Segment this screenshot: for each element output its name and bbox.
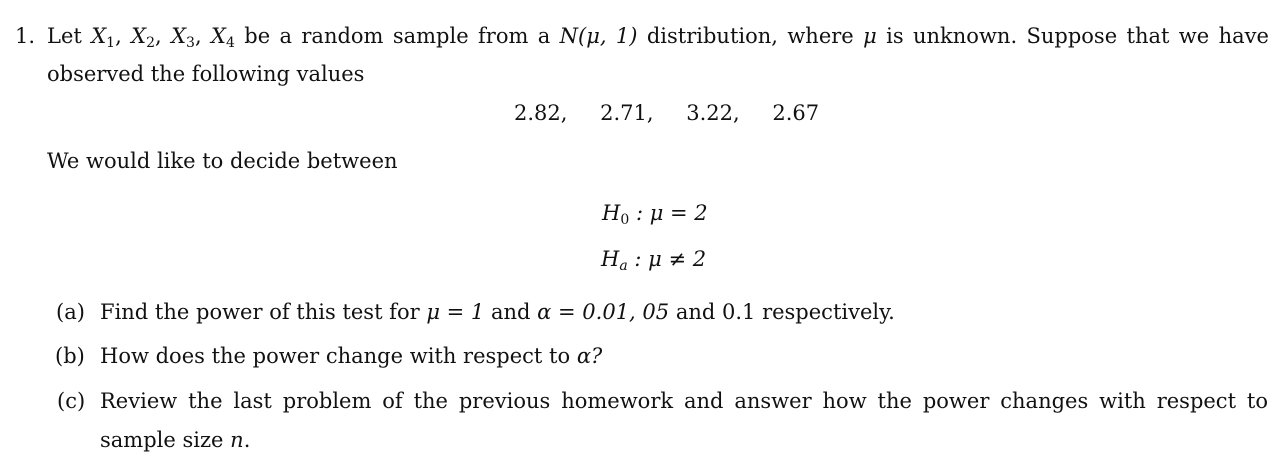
intro-mid: be a random sample from a — [244, 24, 551, 48]
observed-value: 2.71, — [600, 101, 654, 125]
problem-intro-line — [47, 24, 1269, 51]
mu-symbol: μ — [863, 24, 877, 48]
problem-number: 1. — [15, 24, 36, 48]
observed-values-intro: observed the following values — [47, 62, 365, 86]
part-c-text-line1: Review the last problem of the previous homework and answer how the power changes with respect to — [100, 389, 1268, 413]
null-hypothesis: $H_0$ : μ = 2 — [602, 201, 708, 228]
part-b-label: (b) — [55, 344, 85, 368]
intro-prefix: Let — [47, 24, 82, 48]
intro-after: distribution, where — [646, 24, 854, 48]
intro-tail: is unknown. Suppose that we have — [886, 24, 1269, 48]
part-c-text-line2: sample size n. — [100, 428, 251, 452]
observed-value: 2.82, — [514, 101, 568, 125]
sample-variables: $X_1$, $X_2$, $X_3$, $X_4$ — [91, 24, 235, 51]
observed-values — [514, 103, 819, 124]
alternative-hypothesis: $H_a$ : μ ≠ 2 — [601, 247, 707, 274]
observed-value: 3.22, — [686, 101, 740, 125]
part-a-text: Find the power of this test for μ = 1 and α = 0.01, 05 and 0.1 respectively. — [100, 300, 895, 324]
part-c-label: (c) — [57, 389, 86, 413]
distribution-symbol: N(μ, 1) — [559, 24, 638, 48]
observed-value: 2.67 — [772, 101, 820, 125]
part-a-label: (a) — [56, 300, 85, 324]
decide-text: We would like to decide between — [47, 149, 398, 173]
part-b-text: How does the power change with respect to α? — [100, 344, 603, 368]
